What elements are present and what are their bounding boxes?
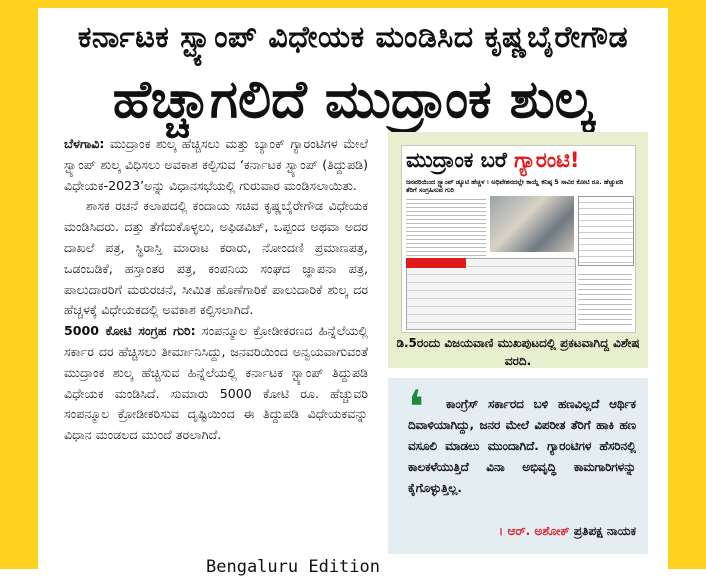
- front-page-thumbnail: [401, 145, 636, 333]
- thumbnail-title-black: ಮುದ್ರಾಂಕ ಬರೆ: [406, 148, 515, 172]
- attribution-bar: ।: [498, 524, 504, 538]
- paragraph-1-text: ಮುದ್ರಾಂಕ ಶುಲ್ಕ ಹೆಚ್ಚಿಸಲು ಮತ್ತು ಬ್ಯಾಂಕ್ ಗ್ಯಾರಂಟಿಗಳ ಮೇಲೆ ಸ್ಟ್ಯಾಂಪ್ ಶುಲ್ಕ ವಿಧಿಸಲು ಅವಕಾಶ ಕಲ್ಪಿಸುವ ‘ಕರ್ನಾಟಕ ಸ್ಟ್ಯಾಂಪ್ (ತಿದ್ದುಪಡಿ) ವಿಧೇಯಕ-2023’ಅನ್ನು ವಿಧಾನಸಭೆಯಲ್ಲಿ ಗುರುವಾರ ಮಂಡಿಸಲಾಯಿತು.: [64, 136, 368, 193]
- subheading: 5000 ಕೋಟಿ ಸಂಗ್ರಹ ಗುರಿ:: [64, 323, 196, 339]
- thumbnail-side-text: [578, 270, 632, 328]
- quote-mark-icon: ❛: [408, 380, 424, 434]
- thumbnail-sidebar-box: [578, 196, 634, 266]
- thumbnail-subtitle: ಜನವರಿಯಿಂದ ಸ್ಟ್ಯಾಂಪ್ ಡ್ಯೂಟಿ ಹೆಚ್ಚಳ । ಅಧಿವೇಶನದಲ್ಲೇ ಕಾಯ್ದೆ ಕನಿಷ್ಠ 5 ಸಾವಿರ ಕೋಟಿ ರೂ. ಹೆಚ್ಚುವರಿ ತೆರಿಗೆ ಸಂಗ್ರಹಿಸುವ ಗುರಿ: [406, 178, 624, 194]
- thumbnail-text-block: [406, 196, 486, 256]
- speaker-name: ಆರ್. ಅಶೋಕ್: [507, 524, 570, 538]
- thumbnail-caption: ಡಿ.5ರಂದು ವಿಜಯವಾಣಿ ಮುಖಪುಟದಲ್ಲಿ ಪ್ರಕಟವಾಗಿದ್ದ ವಿಶೇಷ ವರದಿ.: [396, 336, 640, 368]
- quote-attribution: [499, 524, 636, 539]
- news-clipping: [38, 8, 668, 569]
- speaker-role: ಪ್ರತಿಪಕ್ಷ ನಾಯಕ: [573, 524, 636, 538]
- thumbnail-title-red: ಗ್ಯಾರಂಟಿ!: [514, 148, 580, 172]
- thumbnail-red-tag: [406, 258, 466, 268]
- thumbnail-photo: [490, 196, 574, 252]
- main-headline: ಹೆಚ್ಚಾಗಲಿದೆ ಮುದ್ರಾಂಕ ಶುಲ್ಕ: [112, 70, 594, 130]
- dateline: ಬೆಳಗಾವಿ:: [64, 136, 105, 151]
- thumbnail-title: [406, 148, 579, 173]
- edition-label: Bengaluru Edition: [206, 557, 380, 577]
- paragraph-2: ಶಾಸಕ ರಚನೆ ಕಲಾಪದಲ್ಲಿ ಕಂದಾಯ ಸಚಿವ ಕೃಷ್ಣಬೈರೇಗೌಡ ವಿಧೇಯಕ ಮಂಡಿಸಿದರು. ದತ್ತು ತೆಗೆದುಕೊಳ್ಳಲು, ಅಫಿಡವಿಟ್, ಒಪ್ಪಂದ ಅಥವಾ ಅದರ ದಾಖಲೆ ಪತ್ರ, ಸ್ಥಿರಾಸ್ತಿ ಮಾರಾಟ ಕರಾರು, ನೋಂದಣಿ ಪ್ರಮಾಣಪತ್ರ, ಒಡಂಬಡಿಕೆ, ಹಸ್ತಾಂತರ ಪತ್ರ, ಕಂಪನಿಯ ಸಂಘದ ಜ್ಞಾಪನಾ ಪತ್ರ, ಪಾಲುದಾರರಿಗೆ ಮರುರಚನೆ, ಸೀಮಿತ ಹೊಣೆಗಾರಿಕೆ ಪಾಲುದಾರಿಕೆ ಶುಲ್ಕ ದರ ಹೆಚ್ಚಳಕ್ಕೆ ವಿಧೇಯಕದಲ್ಲಿ ಅವಕಾಶ ಕಲ್ಪಿಸಲಾಗಿದೆ.: [64, 198, 368, 318]
- related-report-box: [388, 132, 648, 368]
- kicker-headline: ಕರ್ನಾಟಕ ಸ್ಟ್ಯಾಂಪ್ ವಿಧೇಯಕ ಮಂಡಿಸಿದ ಕೃಷ್ಣಬೈರೇಗೌಡ: [77, 20, 629, 55]
- quote-text: ಕಾಂಗ್ರೆಸ್ ಸರ್ಕಾರದ ಬಳಿ ಹಣವಿಲ್ಲದೆ ಆರ್ಥಿಕ ದಿವಾಳಿಯಾಗಿದ್ದು, ಜನರ ಮೇಲೆ ವಿಪರೀತ ತೆರಿಗೆ ಹಾಕಿ ಹಣ ವಸೂಲಿ ಮಾಡಲು ಮುಂದಾಗಿದೆ. ಗ್ಯಾರಂಟಿಗಳ ಹೆಸರಿನಲ್ಲಿ ಕಾಲಕಳೆಯುತ್ತಿದೆ ವಿನಾ ಅಭಿವೃದ್ಧಿ ಕಾಮಗಾರಿಗಳನ್ನು ಕೈಗೊಳ್ಳುತ್ತಿಲ್ಲ.: [408, 397, 636, 495]
- paragraph-3: [64, 321, 368, 446]
- pull-quote: [388, 378, 648, 554]
- paragraph-1: [64, 134, 368, 196]
- thumbnail-table: [406, 258, 576, 330]
- article-body: [64, 134, 368, 446]
- paragraph-3-text: ಸಂಪನ್ಮೂಲ ಕ್ರೋಡೀಕರಣದ ಹಿನ್ನೆಲೆಯಲ್ಲಿ ಸರ್ಕಾರ ದರ ಹೆಚ್ಚಿಸಲು ತೀರ್ಮಾನಿಸಿದ್ದು, ಜನವರಿಯಿಂದ ಅನ್ವಯವಾಗುವಂತೆ ಮುದ್ರಾಂಕ ಶುಲ್ಕ ಹೆಚ್ಚಿಸುವ ಹಿನ್ನೆಲೆಯಲ್ಲಿ ಕರ್ನಾಟಕ ಸ್ಟ್ಯಾಂಪ್ ತಿದ್ದುಪಡಿ ವಿಧೇಯಕ ಮಂಡಿಸಿದೆ. ಸುಮಾರು 5000 ಕೋಟಿ ರೂ. ಹೆಚ್ಚುವರಿ ಸಂಪನ್ಮೂಲ ಕ್ರೋಡೀಕರಿಸುವ ದೃಷ್ಟಿಯಿಂದ ಈ ತಿದ್ದುಪಡಿ ವಿಧೇಯಕವನ್ನು ವಿಧಾನ ಮಂಡಲದ ಮುಂದೆ ತರಲಾಗಿದೆ.: [64, 323, 368, 443]
